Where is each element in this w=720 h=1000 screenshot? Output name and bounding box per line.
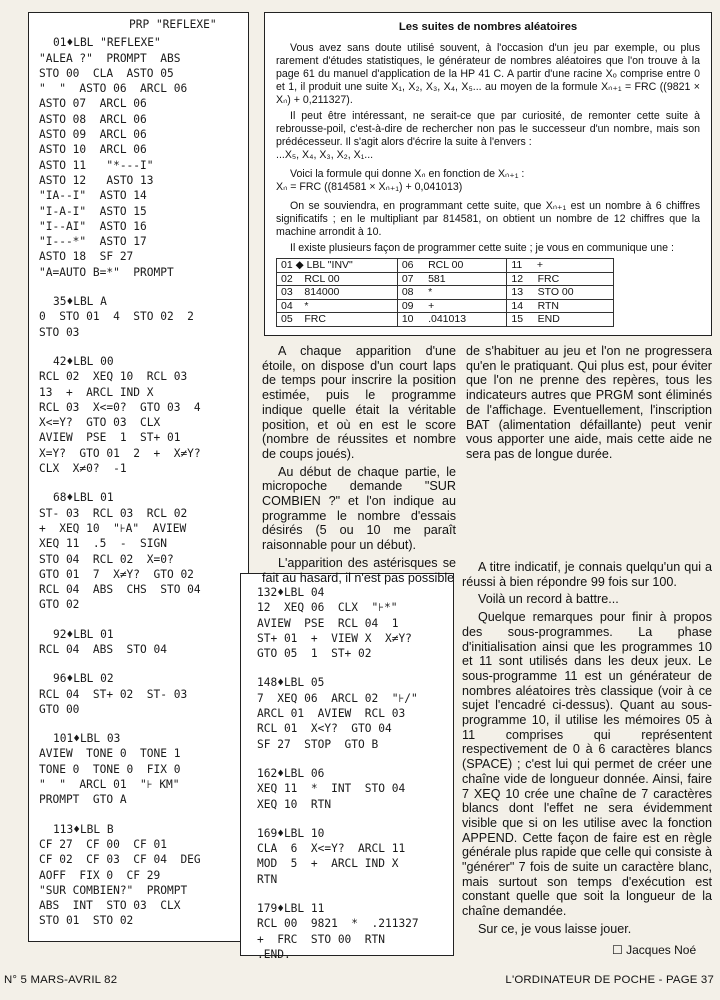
- table-cell: 15 END: [507, 313, 614, 327]
- listing-line: "ALEA ?" PROMPT ABS: [39, 51, 181, 65]
- listing-line: 12 XEQ 06 CLX "⊦*": [257, 601, 398, 615]
- listing-gap: [39, 340, 248, 354]
- listing-line: CLX X≠0? -1: [39, 462, 127, 476]
- listing-line: RCL 02 XEQ 10 RCL 03: [39, 370, 188, 384]
- inv-program-table: [276, 258, 614, 327]
- article-paragraph: de s'habituer au jeu et l'on ne progressera qu'en le pratiquant. Qui plus est, pour éviter que l'on ne prenne des repères, tous les indicateurs autres que PRGM sont éliminés de l'affichage. Eventuellement, l'inscription BAT (alimentation défaillante) peut venir vous apporter une aide, mais cette aide ne sera pas de longue durée.: [466, 344, 712, 461]
- table-cell: 12 FRC: [507, 272, 614, 286]
- listing-label: 169♦LBL 10: [257, 826, 325, 840]
- listing-gap: [257, 752, 453, 766]
- table-cell: 01 ◆ LBL "INV": [277, 259, 398, 273]
- listing-line: ST+ 01 + VIEW X X≠Y?: [257, 631, 412, 645]
- listing-line: ASTO 18 SF 27: [39, 250, 134, 264]
- listing-line: ASTO 10 ARCL 06: [39, 143, 147, 157]
- table-cell: 07 581: [397, 272, 507, 286]
- sidebar-sequence: ...X₅, X₄, X₃, X₂, X₁...: [276, 149, 374, 161]
- listing-label: 132♦LBL 04: [257, 586, 325, 599]
- sidebar-formula: Xₙ = FRC ((814581 × Xₙ₊₁) + 0,041013): [276, 181, 463, 193]
- listing-line: "IA--I" ASTO 14: [39, 189, 147, 203]
- article-paragraph: Au début de chaque partie, le micropoche demande "SUR COMBIEN ?" et l'on indique au programme le nombre d'essais désirés (5 ou 10 me paraît raisonnable pour un début).: [262, 464, 456, 553]
- listing-label: 35♦LBL A: [53, 295, 107, 309]
- listing-line: SF 27 STOP GTO B: [257, 737, 379, 751]
- listing-line: CLA 6 X<=Y? ARCL 11: [257, 842, 406, 856]
- listing-line: AVIEW TONE 0 TONE 1: [39, 747, 181, 761]
- article-paragraph: Quelque remarques pour finir à propos des sous-programmes. La phase d'initialisation ainsi que les programmes 10 et 11 sont utilisés dans les deux jeux. Le sous-programme 11 est un générateur de nombres aléatoires très classique (voir à ce sujet l'encadré ci-dessus). Quant au sous-programme 10, il utilise les mémoires 05 à 11 comprises qui représentent respectivement de 0 à 6 caractères blancs (SPACE) ; c'est lui qui permet de créer une chaîne vide de longueur donnée. Ainsi, faire 7 XEQ 10 crée une chaîne de 7 caractères blancs dont l'effet ne sera évidemment visible que si on les utilise avec la fonction APPEND. Cette façon de faire est en règle générale plus rapide que celle qui consiste à "générer" 7 fois de suite un caractère blanc, mais surtout son temps d'exécution est constant quelle que soit la longueur de la chaîne demandée.: [462, 610, 712, 919]
- table-cell: 09 +: [397, 299, 507, 313]
- listing-line: ASTO 07 ARCL 06: [39, 97, 147, 111]
- listing-line: TONE 0 TONE 0 FIX 0: [39, 762, 181, 776]
- listing-label: 148♦LBL 05: [257, 676, 325, 690]
- table-cell: 04 *: [277, 299, 398, 313]
- listing-line: "I---*" ASTO 17: [39, 235, 147, 249]
- listing-line: STO 00 CLA ASTO 05: [39, 66, 174, 80]
- listing-line: MOD 5 + ARCL IND X: [257, 857, 399, 871]
- listing-line: GTO 01 7 X≠Y? GTO 02: [39, 567, 194, 581]
- listing-line: " " ARCL 01 "⊦ KM": [39, 778, 180, 792]
- table-row: [277, 272, 614, 286]
- sidebar-paragraph: Il peut être intéressant, ne serait-ce que par curiosité, de remonter cette suite à rebrousse-poil, c'est-à-dire de rechercher non pas le successeur d'un nombre, mais son prédécesseur. Il s'agit alors d'écrire la suite à l'envers :: [276, 110, 700, 148]
- listing-label: 68♦LBL 01: [53, 491, 114, 505]
- table-cell: 05 FRC: [277, 313, 398, 327]
- listing-line: RCL 00 9821 * .211327: [257, 917, 419, 931]
- listing-line: XEQ 10 RTN: [257, 797, 332, 811]
- listing-gap: [39, 808, 248, 822]
- listing-line: STO 01 STO 02: [39, 914, 134, 928]
- listing-line: + XEQ 10 "⊦A" AVIEW: [39, 521, 187, 535]
- listing-line: + FRC STO 00 RTN: [257, 932, 385, 946]
- listing-line: AOFF FIX 0 CF 29: [39, 868, 161, 882]
- program-listing-left: [28, 12, 249, 942]
- listing-label: 92♦LBL 01: [53, 627, 114, 641]
- listing-line: ASTO 11 "*---I": [39, 158, 154, 172]
- table-row: [277, 313, 614, 327]
- listing-line: ASTO 08 ARCL 06: [39, 112, 147, 126]
- listing-line: ARCL 01 AVIEW RCL 03: [257, 707, 406, 721]
- article-paragraph: A titre indicatif, je connais quelqu'un qui a réussi à bien répondre 99 fois sur 100.: [462, 560, 712, 589]
- sidebar-paragraph: Vous avez sans doute utilisé souvent, à l'occasion d'un jeu par exemple, ou plus rarement d'études statistiques, le générateur de nombres aléatoires que l'on trouve à la page 61 du manuel d'application de la HP 41 C. A partir d'une racine Xₒ comprise entre 0 et 1, il produit une suite X₁, X₂, X₃, X₄, X₅... au moyen de la formule Xₙ₊₁ = FRC ((9821 × Xₙ) + 0,211327).: [276, 42, 700, 106]
- listing-line: STO 03: [39, 325, 80, 339]
- listing-line: GTO 00: [39, 702, 80, 716]
- listing-label: 162♦LBL 06: [257, 766, 325, 780]
- listing-line: " " ASTO 06 ARCL 06: [39, 82, 188, 96]
- listing-line: RCL 03 X<=0? GTO 03 4: [39, 400, 201, 414]
- random-sequence-sidebar: [264, 12, 712, 336]
- listing-line: "I--AI" ASTO 16: [39, 219, 147, 233]
- listing-label: 113♦LBL B: [53, 822, 114, 836]
- listing-line: RCL 01 X<Y? GTO 04: [257, 722, 392, 736]
- listing-line: RCL 04 ST+ 02 ST- 03: [39, 687, 188, 701]
- table-row: [277, 259, 614, 273]
- listing-label: 96♦LBL 02: [53, 672, 114, 686]
- listing-line: X<=Y? GTO 03 CLX: [39, 416, 161, 430]
- listing-line: STO 04 RCL 02 X=0?: [39, 552, 174, 566]
- listing-gap: [39, 613, 248, 627]
- table-cell: 14 RTN: [507, 299, 614, 313]
- listing-line: 0 STO 01 4 STO 02 2: [39, 310, 194, 324]
- listing-line: XEQ 11 .5 - SIGN: [39, 537, 167, 551]
- article-paragraph: L'apparition des astérisques se fait au hasard, il n'est pas possible: [262, 555, 456, 585]
- listing-line: X=Y? GTO 01 2 + X≠Y?: [39, 446, 201, 460]
- listing-line: ASTO 12 ASTO 13: [39, 173, 154, 187]
- listing-line: GTO 05 1 ST+ 02: [257, 647, 372, 661]
- table-row: [277, 299, 614, 313]
- table-row: [277, 286, 614, 300]
- listing-line: CF 27 CF 00 CF 01: [39, 837, 167, 851]
- author-signature: ☐ Jacques Noé: [612, 943, 697, 957]
- listing-line: .END.: [257, 947, 291, 961]
- table-cell: 02 RCL 00: [277, 272, 398, 286]
- listing-line: RCL 04 ABS STO 04: [39, 642, 167, 656]
- footer-issue: N° 5 MARS-AVRIL 82: [4, 974, 118, 986]
- listing-gap: [257, 812, 453, 826]
- listing-label: 01♦LBL "REFLEXE": [53, 36, 161, 50]
- article-paragraph: Voilà un record à battre...: [478, 592, 619, 607]
- article-column-middle: [262, 344, 456, 588]
- table-cell: 08 *: [397, 286, 507, 300]
- listing-label: 42♦LBL 00: [53, 354, 114, 368]
- table-cell: 03 814000: [277, 286, 398, 300]
- listing-gap: [39, 280, 248, 294]
- listing-line: 13 + ARCL IND X: [39, 385, 154, 399]
- listing-gap: [39, 717, 248, 731]
- listing-line: ABS INT STO 03 CLX: [39, 899, 181, 913]
- table-cell: 10 .041013: [397, 313, 507, 327]
- listing-line: PROMPT GTO A: [39, 793, 127, 807]
- program-listing-right: [240, 573, 454, 961]
- listing-line: XEQ 11 * INT STO 04: [257, 782, 406, 796]
- listing-label: 101♦LBL 03: [53, 732, 121, 746]
- listing-gap: [39, 657, 248, 671]
- listing-line: AVIEW PSE RCL 04 1: [257, 616, 399, 630]
- listing-line: CF 02 CF 03 CF 04 DEG: [39, 853, 201, 867]
- listing-gap: [257, 661, 453, 675]
- table-cell: 06 RCL 00: [397, 259, 507, 273]
- listing-line: RCL 04 ABS CHS STO 04: [39, 583, 201, 597]
- listing-gap: [39, 476, 248, 490]
- listing-line: ST- 03 RCL 03 RCL 02: [39, 506, 188, 520]
- listing-line: "I-A-I" ASTO 15: [39, 204, 147, 218]
- article-column-right-top: [466, 344, 712, 465]
- article-paragraph: A chaque apparition d'une étoile, on dispose d'un court laps de temps pour inscrire la position estimée, puis le programme indique quelle était la véritable position, et où en est le score (nombre de réussites et nombre de coups joués).: [262, 344, 456, 461]
- listing-line: "A=AUTO B=*" PROMPT: [39, 265, 174, 279]
- listing-line: ASTO 09 ARCL 06: [39, 128, 147, 142]
- listing-line: GTO 02: [39, 598, 80, 612]
- listing-line: 7 XEQ 06 ARCL 02 "⊦/": [257, 691, 418, 705]
- table-cell: 13 STO 00: [507, 286, 614, 300]
- listing-line: AVIEW PSE 1 ST+ 01: [39, 431, 181, 445]
- sidebar-title: Les suites de nombres aléatoires: [398, 21, 578, 33]
- sidebar-paragraph: On se souviendra, en programmant cette suite, que Xₙ₊₁ est un nombre à 6 chiffres significatifs ; en le multipliant par 814581, on obtient un nombre de 12 chiffres que la machine arrondit à 10.: [276, 200, 700, 238]
- listing-line: "SUR COMBIEN?" PROMPT: [39, 883, 188, 897]
- listing-title: PRP "REFLEXE": [129, 18, 217, 31]
- article-paragraph: Sur ce, je vous laisse jouer.: [478, 921, 632, 936]
- footer-page: L'ORDINATEUR DE POCHE - PAGE 37: [505, 974, 714, 986]
- table-cell: 11 +: [507, 259, 614, 273]
- article-column-right-bottom: [462, 560, 712, 940]
- listing-gap: [257, 887, 453, 901]
- sidebar-paragraph: Il existe plusieurs façon de programmer cette suite ; je vous en communique une :: [290, 242, 674, 254]
- listing-label: 179♦LBL 11: [257, 902, 325, 916]
- listing-line: RTN: [257, 872, 278, 886]
- sidebar-paragraph: Voici la formule qui donne Xₙ en fonction de Xₙ₊₁ :: [290, 168, 525, 180]
